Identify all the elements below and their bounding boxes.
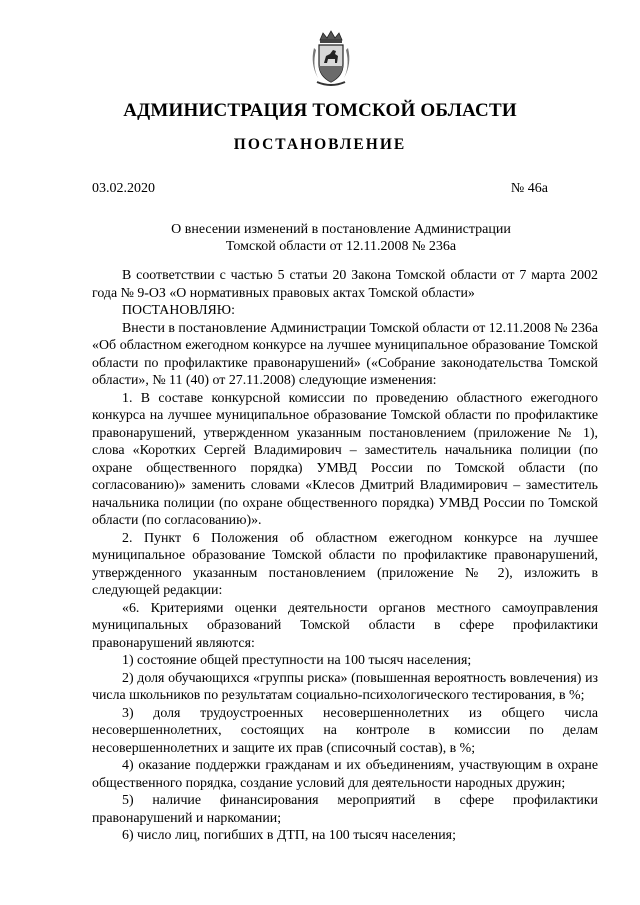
document-type: ПОСТАНОВЛЕНИЕ	[233, 136, 407, 153]
body-paragraph: «6. Критериями оценки деятельности органов местного самоуправления муниципальных образований Томской области в сфере профилактики правонарушений являются:	[92, 600, 598, 651]
subject-line: О внесении изменений в постановление Администрации	[171, 222, 511, 237]
document-subject	[92, 221, 590, 255]
body-paragraph: Внести в постановление Администрации Томской области от 12.11.2008 № 236а «Об областном ежегодном конкурсе на лучшее муниципальное образование Томской области по профилактике правонарушений» («Собрание законодательства Томской области», № 11 (40) от 27.11.2008) следующие изменения:	[92, 320, 598, 388]
document-date: 03.02.2020	[92, 181, 155, 196]
document-number: № 46а	[510, 181, 548, 196]
criteria-item: 6) число лиц, погибших в ДТП, на 100 тысяч населения;	[122, 828, 456, 843]
subject-line: Томской области от 12.11.2008 № 236а	[225, 239, 457, 254]
criteria-item: 1) состояние общей преступности на 100 тысяч населения;	[122, 653, 472, 668]
criteria-item: 3) доля трудоустроенных несовершеннолетних из общего числа несовершеннолетних, состоящих на контроле в комиссии по делам несовершеннолетних и защите их прав (списочный состав), в %;	[92, 705, 598, 756]
organization-title: АДМИНИСТРАЦИЯ ТОМСКОЙ ОБЛАСТИ	[123, 100, 517, 121]
criteria-item: 5) наличие финансирования мероприятий в сфере профилактики правонарушений и наркомании;	[92, 793, 598, 826]
criteria-item: 2) доля обучающихся «группы риска» (повышенная вероятность вовлечения) из числа школьников по результатам социально-психологического тестирования, в %;	[92, 670, 598, 703]
body-paragraph: 2. Пункт 6 Положения об областном ежегодном конкурсе на лучшее муниципальное образование Томской области по профилактике правонарушений, утвержденного указанным постановлением (приложение № 2), изложить в следующей редакции:	[92, 530, 598, 598]
body-paragraph: 1. В составе конкурсной комиссии по проведению областного ежегодного конкурса на лучшее муниципальное образование Томской области по профилактике правонарушений, утвержденном указанным постановлением (приложение № 1), слова «Коротких Сергей Владимирович – заместитель начальника полиции (по охране общественного порядка) УМВД России по Томской области (по согласованию)» заменить словами «Клесов Дмитрий Владимирович – заместитель начальника полиции (по охране общественного порядка) УМВД России по Томской области (по согласованию)».	[92, 390, 598, 528]
preamble-paragraph: В соответствии с частью 5 статьи 20 Закона Томской области от 7 марта 2002 года № 9-ОЗ «О нормативных правовых актах Томской области»	[92, 268, 598, 301]
criteria-item: 4) оказание поддержки гражданам и их объединениям, участвующим в охране общественного порядка, создание условий для деятельности народных дружин;	[92, 758, 598, 791]
resolve-heading: ПОСТАНОВЛЯЮ:	[122, 303, 235, 318]
tomsk-region-coat-of-arms-icon	[308, 30, 354, 88]
document-body	[92, 267, 598, 845]
